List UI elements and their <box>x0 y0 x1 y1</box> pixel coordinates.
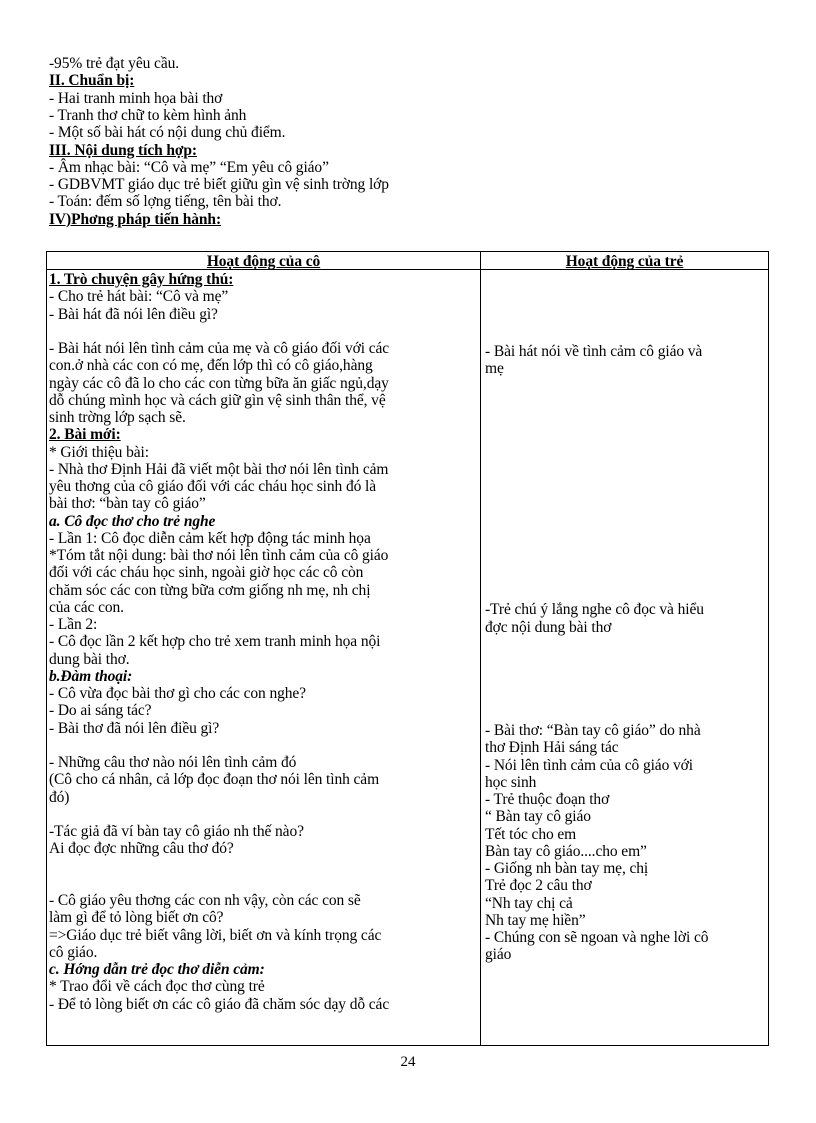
text-line: cô giáo. <box>49 943 98 961</box>
table-header-children: Hoạt động của trẻ <box>565 253 684 270</box>
text-line: - Giống nh bàn tay mẹ, chị <box>485 860 649 877</box>
text-line: - Cô giáo yêu thơng các con nh vậy, còn các con sẽ <box>49 892 361 909</box>
text-line: - Tranh thơ chữ to kèm hình ảnh <box>49 106 247 124</box>
section-heading: 1. Trò chuyện gây hứng thú: <box>49 271 234 288</box>
text-line: - Bài thơ đã nói lên điều gì? <box>49 719 220 737</box>
section-heading: 2. Bài mới: <box>49 426 121 444</box>
text-line: dung bài thơ. <box>49 650 130 668</box>
text-line: * Giới thiệu bài: <box>49 443 149 461</box>
text-line: “Nh tay chị cả <box>485 894 573 912</box>
text-line: - Bài thơ: “Bàn tay cô giáo” do nhà <box>485 722 701 739</box>
text-line: Bàn tay cô giáo....cho em” <box>485 842 647 860</box>
text-line: - Lần 1: Cô đọc diễn cảm kết hợp động tác minh họa <box>49 529 371 547</box>
section-heading: II. Chuẩn bị: <box>49 72 135 90</box>
text-line: -Tác giả đã ví bàn tay cô giáo nh thế nào? <box>49 823 304 840</box>
text-line: của các con. <box>49 598 124 616</box>
table-border-top <box>46 251 769 252</box>
text-line: - Bài hát nói về tình cảm cô giáo và <box>485 342 703 360</box>
text-line: -95% trẻ đạt yêu cầu. <box>49 55 180 72</box>
text-line: =>Giáo dục trẻ biết vâng lời, biết ơn và kính trọng các <box>49 926 382 944</box>
text-line: Nh tay mẹ hiền” <box>485 911 586 929</box>
text-line: - Âm nhạc bài: “Cô và mẹ” “Em yêu cô giáo” <box>49 158 329 176</box>
text-line: đối với các cháu học sinh, ngoài giờ học các cô còn <box>49 564 364 582</box>
text-line: giáo <box>485 946 512 964</box>
text-line: - Nhà thơ Định Hải đã viết một bài thơ nói lên tình cảm <box>49 460 389 478</box>
text-line: - Nói lên tình cảm của cô giáo với <box>485 756 693 774</box>
text-line: - Bài hát nói lên tình cảm của mẹ và cô giáo đối với các <box>49 340 390 357</box>
text-line: chăm sóc các con từng bữa cơm giống nh mẹ, nh chị <box>49 581 371 599</box>
text-line: Tết tóc cho em <box>485 825 577 843</box>
text-line: - Để tỏ lòng biết ơn các cô giáo đã chăm sóc dạy dỗ các <box>49 995 390 1013</box>
text-line: -Trẻ chú ý lắng nghe cô đọc và hiểu <box>485 601 704 619</box>
text-line: ngày các cô đã lo cho các con từng bữa ăn giấc ngủ,dạy <box>49 374 389 392</box>
section-heading: c. Hớng dẫn trẻ đọc thơ diễn cảm: <box>49 961 265 978</box>
text-line: dỗ chúng mình học và cách giữ gìn vệ sinh thân thể, vệ <box>49 391 386 409</box>
text-line: học sinh <box>485 773 537 791</box>
text-line: sinh trờng lớp sạch sẽ. <box>49 409 186 426</box>
text-line: yêu thơng của cô giáo đối với các cháu học sinh đó là <box>49 478 377 495</box>
text-line: - Cô vừa đọc bài thơ gì cho các con nghe? <box>49 685 306 702</box>
table-border-left <box>46 251 47 1046</box>
table-header-teacher: Hoạt động của cô <box>206 253 321 270</box>
text-line: bài thơ: “bàn tay cô giáo” <box>49 495 206 513</box>
text-line: - Cho trẻ hát bài: “Cô và mẹ” <box>49 288 229 306</box>
text-line: (Cô cho cá nhân, cả lớp đọc đoạn thơ nói lên tình cảm <box>49 771 380 789</box>
text-line: làm gì để tỏ lòng biết ơn cô? <box>49 909 224 927</box>
text-line: mẹ <box>485 359 504 377</box>
text-line: - GDBVMT giáo dục trẻ biết giữu gìn vệ sinh trờng lớp <box>49 176 389 194</box>
text-line: - Một số bài hát có nội dung chủ điểm. <box>49 124 286 142</box>
section-heading: b.Đàm thoại: <box>49 667 133 685</box>
text-line: *Tóm tắt nội dung: bài thơ nói lên tình cảm của cô giáo <box>49 547 389 564</box>
text-line: - Bài hát đã nói lên điều gì? <box>49 305 218 323</box>
page-number: 24 <box>400 1054 416 1070</box>
text-line: - Hai tranh minh họa bài thơ <box>49 89 223 107</box>
text-line: đó) <box>49 788 70 806</box>
text-line: Ai đọc đợc những câu thơ đó? <box>49 840 234 858</box>
table-border-right <box>768 251 769 1046</box>
section-heading: III. Nội dung tích hợp: <box>49 141 197 159</box>
text-line: - Cô đọc lần 2 kết hợp cho trẻ xem tranh minh họa nội <box>49 633 381 651</box>
table-border-bottom <box>46 1045 769 1046</box>
section-heading: IV)Phơng pháp tiến hành: <box>49 210 222 228</box>
text-line: * Trao đổi về cách đọc thơ cùng trẻ <box>49 978 265 996</box>
text-line: “ Bàn tay cô giáo <box>485 808 591 826</box>
text-line: Trẻ đọc 2 câu thơ <box>485 877 592 895</box>
text-line: - Trẻ thuộc đoạn thơ <box>485 791 610 808</box>
text-line: - Lần 2: <box>49 616 98 633</box>
text-line: - Toán: đếm số lợng tiếng, tên bài thơ. <box>49 193 282 211</box>
text-line: thơ Định Hải sáng tác <box>485 739 619 757</box>
text-line: - Những câu thơ nào nói lên tình cảm đó <box>49 754 297 771</box>
text-line: - Chúng con sẽ ngoan và nghe lời cô <box>485 929 709 946</box>
table-column-divider <box>480 251 481 1046</box>
text-line: - Do ai sáng tác? <box>49 702 152 720</box>
text-line: con.ở nhà các con có mẹ, đến lớp thì có cô giáo,hàng <box>49 357 373 375</box>
text-line: đợc nội dung bài thơ <box>485 618 612 636</box>
section-heading: a. Cô đọc thơ cho trẻ nghe <box>49 512 216 530</box>
